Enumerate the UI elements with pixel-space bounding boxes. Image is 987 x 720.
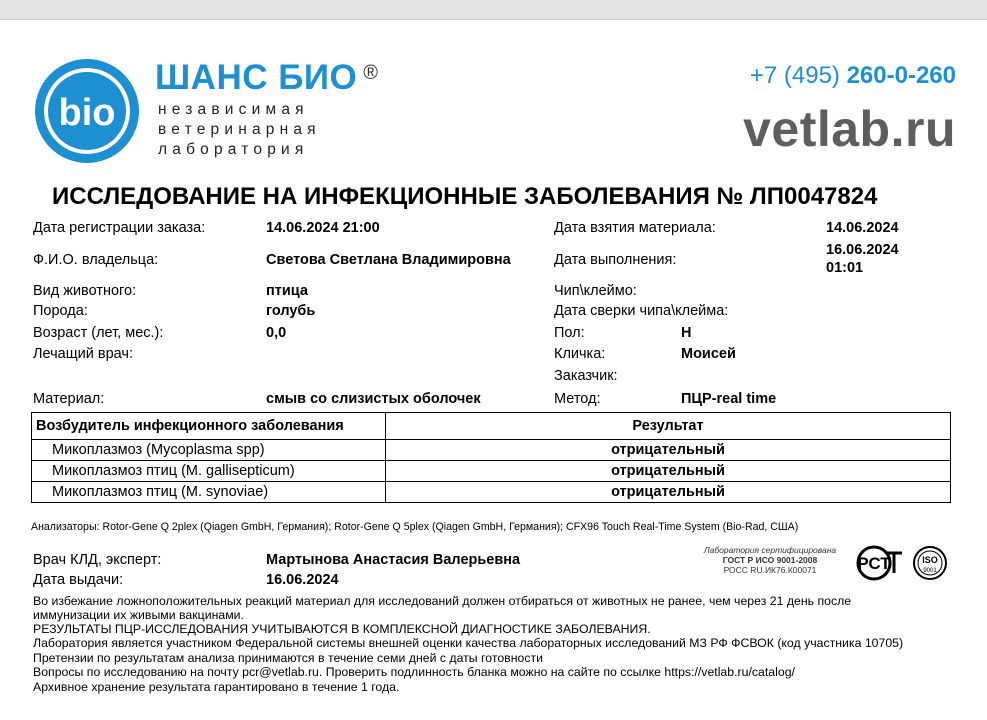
owner-value: Светова Светлана Владимировна bbox=[266, 252, 511, 268]
reg-date-value: 14.06.2024 21:00 bbox=[266, 220, 380, 236]
table-row bbox=[32, 482, 951, 503]
age-value: 0,0 bbox=[266, 325, 287, 341]
issue-date-label: Дата выдачи: bbox=[33, 572, 124, 588]
nickname-label: Кличка: bbox=[554, 346, 606, 362]
brand-name: ШАНС БИО ® bbox=[155, 58, 379, 97]
result-cell: отрицательный bbox=[386, 482, 951, 503]
iso-badge-label: ISO bbox=[922, 555, 938, 565]
tagline-line-3: лаборатория bbox=[158, 141, 309, 158]
header-result: Результат bbox=[386, 413, 951, 440]
cert-line-2: ГОСТ Р ИСО 9001-2008 bbox=[722, 555, 818, 565]
chip-check-label: Дата сверки чипа\клейма: bbox=[554, 303, 729, 319]
species-value: птица bbox=[266, 283, 308, 299]
note-line: Лаборатория является участником Федеральной системы внешней оценки качества лабораторных исследований МЗ РФ ФСВОК (код участника 10705) bbox=[33, 636, 904, 650]
note-line: Вопросы по исследованию на почту pcr@vetlab.ru. Проверить подлинность бланка можно на сайте по ссылке https://vetlab.ru/catalog/ bbox=[33, 665, 795, 679]
tagline-line-2: ветеринарная bbox=[158, 121, 321, 138]
phone-number: +7 (495) 260-0-260 bbox=[749, 62, 956, 89]
note-line: Претензии по результатам анализа принимаются в течение семи дней с даты готовности bbox=[33, 651, 543, 665]
viewer-toolbar bbox=[0, 0, 987, 20]
note-line: Во избежание ложноположительных реакций материал для исследований должен отбираться от животных не ранее, чем через 21 день после bbox=[33, 594, 852, 608]
breed-label: Порода: bbox=[33, 303, 88, 319]
expert-label: Врач КЛД, эксперт: bbox=[33, 552, 162, 568]
table-header-row bbox=[32, 413, 951, 440]
header-pathogen: Возбудитель инфекционного заболевания bbox=[32, 413, 386, 440]
pathogen-cell: Микоплазмоз птиц (M. synoviae) bbox=[32, 482, 386, 503]
sex-label: Пол: bbox=[554, 325, 585, 341]
expert-value: Мартынова Анастасия Валерьевна bbox=[266, 552, 521, 568]
pathogen-cell: Микоплазмоз птиц (M. gallisepticum) bbox=[32, 461, 386, 482]
pct-mark-label: РСТ bbox=[857, 554, 891, 573]
bio-logo-icon bbox=[33, 57, 141, 165]
breed-value: голубь bbox=[266, 303, 316, 319]
certification-text bbox=[690, 545, 850, 575]
result-cell: отрицательный bbox=[386, 440, 951, 461]
done-time-value: 01:01 bbox=[826, 260, 864, 276]
tagline-line-1: независимая bbox=[158, 101, 309, 118]
results-table bbox=[31, 412, 951, 503]
svg-text:bio: bio bbox=[58, 92, 116, 134]
done-date-value: 16.06.2024 bbox=[826, 242, 899, 258]
cert-line-3: РОСС RU.ИК76.К00071 bbox=[723, 565, 817, 575]
result-cell: отрицательный bbox=[386, 461, 951, 482]
document-title: ИССЛЕДОВАНИЕ НА ИНФЕКЦИОННЫЕ ЗАБОЛЕВАНИЯ № ЛП0047824 bbox=[52, 183, 878, 210]
sample-date-label: Дата взятия материала: bbox=[554, 220, 716, 236]
note-line: РЕЗУЛЬТАТЫ ПЦР-ИССЛЕДОВАНИЯ УЧИТЫВАЮТСЯ В КОМПЛЕКСНОЙ ДИАГНОСТИКЕ ЗАБОЛЕВАНИЯ. bbox=[33, 622, 651, 636]
reg-date-label: Дата регистрации заказа: bbox=[33, 220, 206, 236]
iso-badge-number: 9001 bbox=[923, 568, 937, 574]
material-label: Материал: bbox=[33, 391, 105, 407]
pathogen-cell: Микоплазмоз (Mycoplasma spp) bbox=[32, 440, 386, 461]
sample-date-value: 14.06.2024 bbox=[826, 220, 899, 236]
table-row bbox=[32, 461, 951, 482]
nickname-value: Моисей bbox=[681, 346, 736, 362]
done-date-label: Дата выполнения: bbox=[554, 252, 677, 268]
note-line: Архивное хранение результата гарантировано в течение 1 года. bbox=[33, 680, 400, 694]
species-label: Вид животного: bbox=[33, 283, 137, 299]
sex-value: Н bbox=[681, 325, 692, 341]
website: vetlab.ru bbox=[743, 101, 956, 157]
method-value: ПЦР-real time bbox=[681, 391, 777, 407]
note-line: иммунизации их живыми вакцинами. bbox=[33, 608, 244, 622]
pct-mark-icon bbox=[856, 545, 904, 581]
doctor-label: Лечащий врач: bbox=[33, 346, 133, 362]
table-row bbox=[32, 440, 951, 461]
age-label: Возраст (лет, мес.): bbox=[33, 325, 164, 341]
chip-label: Чип\клеймо: bbox=[554, 283, 637, 299]
cert-line-1: Лаборатория сертифицирована bbox=[703, 545, 837, 555]
customer-label: Заказчик: bbox=[554, 368, 618, 384]
owner-label: Ф.И.О. владельца: bbox=[33, 252, 159, 268]
iso-badge-icon bbox=[912, 545, 948, 581]
material-value: смыв со слизистых оболочек bbox=[266, 391, 481, 407]
method-label: Метод: bbox=[554, 391, 601, 407]
issue-date-value: 16.06.2024 bbox=[266, 572, 339, 588]
analyzers-note: Анализаторы: Rotor-Gene Q 2plex (Qiagen GmbH, Германия); Rotor-Gene Q 5plex (Qiagen GmbH, Германия); CFX96 Touch Real-Time System (Bio-Rad, США) bbox=[31, 521, 799, 533]
